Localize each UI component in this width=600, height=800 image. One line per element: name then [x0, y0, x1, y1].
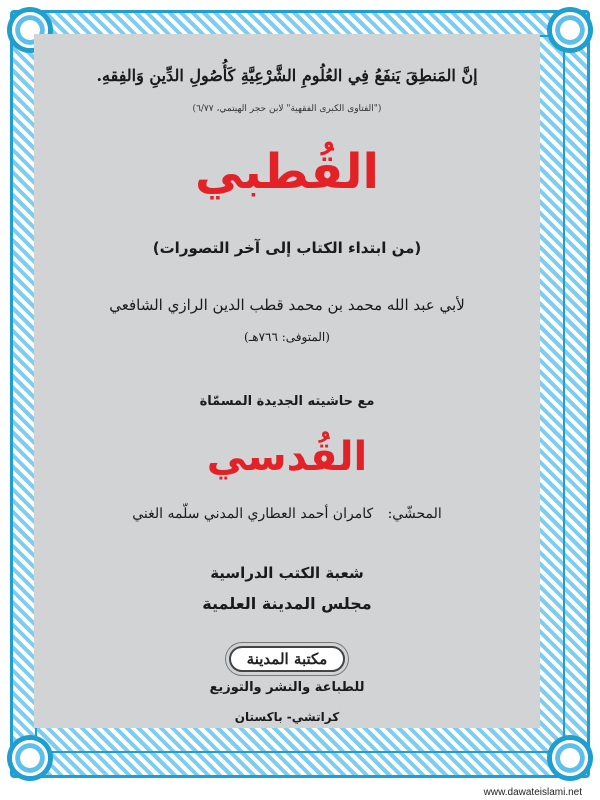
publisher-city: كراتشي- باكستان — [234, 710, 340, 724]
annotator-name: كامران أحمد العطاري المدني سلّمه الغني — [132, 506, 374, 522]
publisher-logo: مكتبة المدينة — [229, 646, 346, 672]
majlis-name: مجلس المدينة العلمية — [202, 594, 372, 613]
printing-line: للطباعة والنشر والتوزيع — [209, 680, 365, 695]
author-death-date: (المتوفى: ٧٦٦هـ) — [244, 330, 330, 344]
publisher-logo-wrap — [34, 646, 540, 672]
corner-ornament — [547, 735, 593, 781]
corner-ornament — [7, 735, 53, 781]
author-name: لأبي عبد الله محمد بن محمد قطب الدين الرازي الشافعي — [109, 296, 465, 314]
hashiya-intro: مع حاشيته الجديدة المسمّاة — [199, 394, 375, 409]
book-range: (من ابتداء الكتاب إلى آخر التصورات) — [152, 239, 422, 257]
department-name: شعبة الكتب الدراسية — [210, 564, 364, 582]
hashiya-title: القُدسي — [206, 434, 368, 480]
corner-ornament — [547, 7, 593, 53]
opening-quote: إنَّ المَنطِقَ يَنفَعُ فِي العُلُومِ الشَّرْعِيَّةِ كَأُصُولِ الدِّينِ وَالفِقهِ. — [96, 66, 478, 85]
annotator-line — [34, 506, 540, 522]
website-link[interactable]: www.dawateislami.net — [483, 787, 582, 798]
annotator-label: المحشّي: — [387, 506, 442, 522]
book-title: القُطبي — [195, 144, 379, 200]
quote-source: ("الفتاوى الكبرى الفقهية" لابن حجر الهيتمي، ٦/٧٧) — [192, 104, 382, 114]
title-panel — [34, 34, 540, 728]
